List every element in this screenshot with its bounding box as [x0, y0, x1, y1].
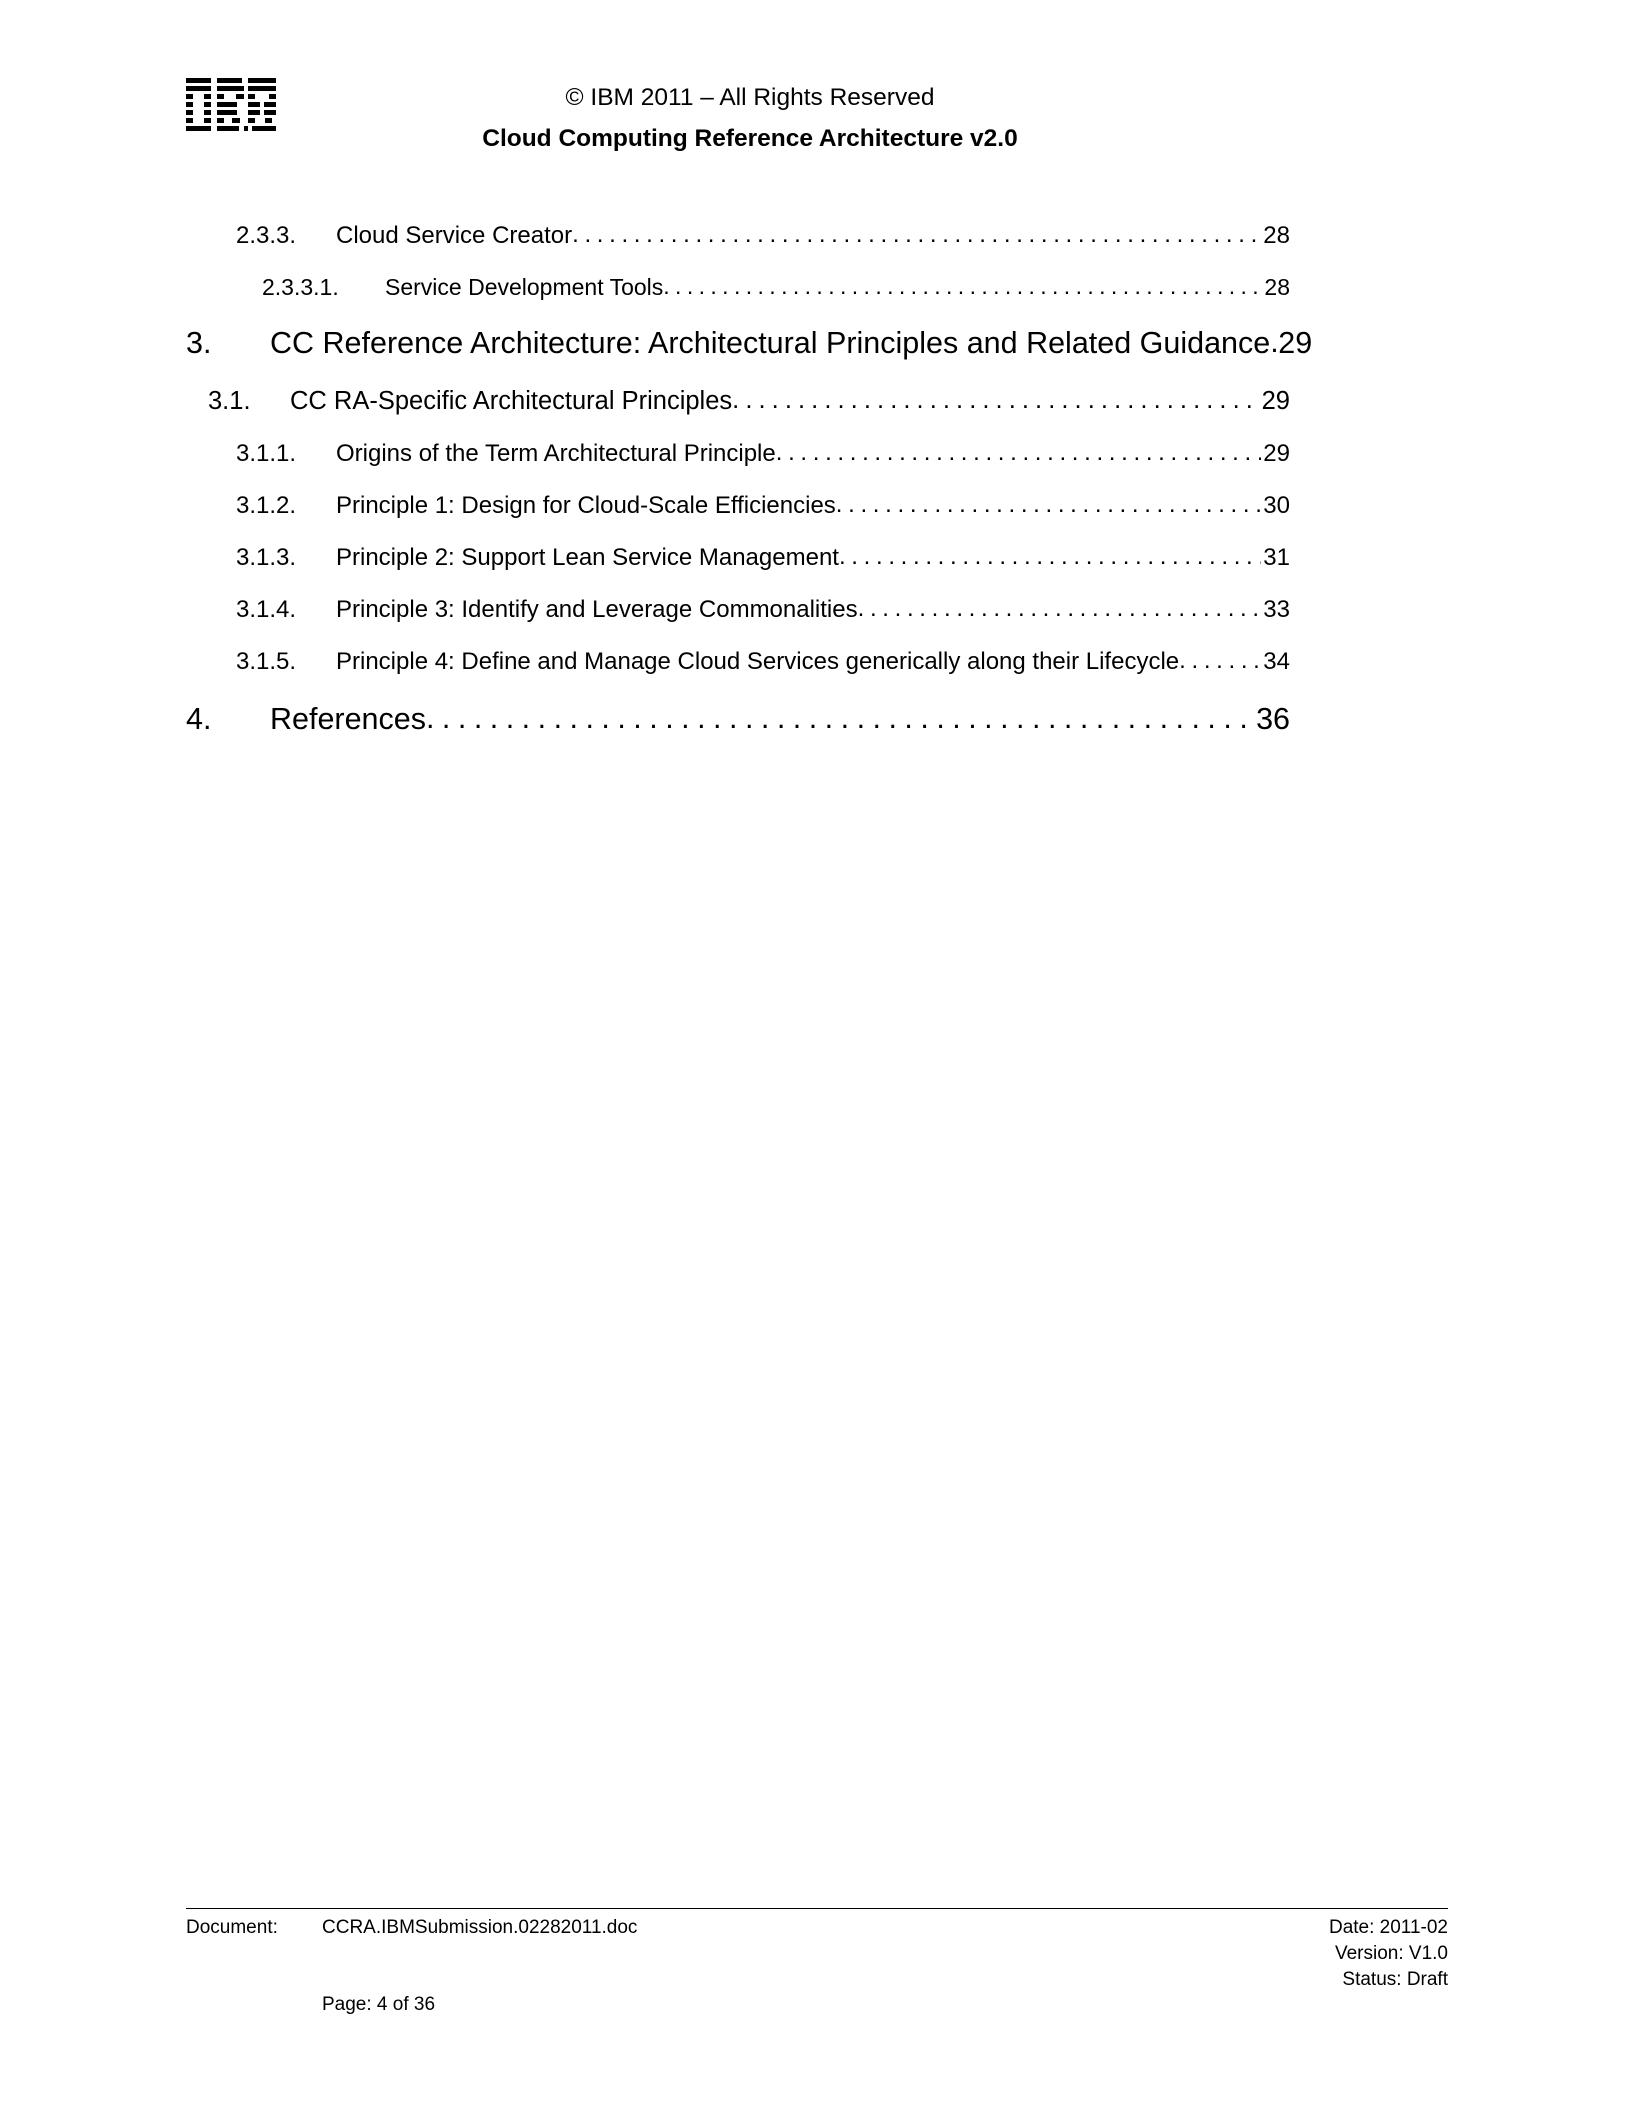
- toc-entry[interactable]: [0, 210, 1290, 262]
- toc-entry-page: 34: [1263, 648, 1290, 675]
- toc-entry-page: 36: [1256, 702, 1290, 736]
- toc-entry-number: 2.3.3.1.: [262, 274, 339, 300]
- toc-entry[interactable]: [0, 584, 1290, 636]
- toc-entry-number: 3.1.: [208, 387, 251, 415]
- header-text-block: [330, 82, 1170, 154]
- toc-entry-title: Principle 1: Design for Cloud-Scale Efficiencies: [336, 492, 836, 519]
- toc-entry-page: 29: [1263, 440, 1290, 467]
- toc-dot-leader: [426, 687, 1254, 749]
- toc-entry-number: 4.: [186, 702, 212, 736]
- toc-dot-leader: [776, 427, 1262, 479]
- toc-entry[interactable]: [0, 688, 1290, 750]
- toc-entry-title: References: [270, 702, 426, 736]
- footer-document-info: [186, 1915, 637, 1941]
- toc-entry-title: Principle 3: Identify and Leverage Commonalities: [336, 596, 858, 623]
- toc-entry-page: 29: [1261, 387, 1290, 415]
- copyright-notice: © IBM 2011 – All Rights Reserved: [565, 84, 935, 111]
- toc-entry-title: Service Development Tools: [385, 274, 664, 300]
- page-footer: [186, 1908, 1448, 2015]
- footer-document-label: Document:: [186, 1917, 278, 1938]
- toc-entry-number: 2.3.3.: [236, 222, 297, 249]
- footer-status: Status: Draft: [1342, 1969, 1448, 1990]
- toc-entry-number: 3.1.4.: [236, 596, 297, 623]
- toc-entry[interactable]: [0, 428, 1290, 480]
- toc-entry-page: 28: [1263, 222, 1290, 249]
- toc-entry-title: CC Reference Architecture: Architectural Principles and Related Guidance: [270, 326, 1271, 360]
- toc-entry-title: CC RA-Specific Architectural Principles: [290, 387, 733, 415]
- footer-date: Date: 2011-02: [1328, 1917, 1448, 1938]
- toc-entry-title: Cloud Service Creator: [336, 222, 573, 249]
- toc-entry-title: Origins of the Term Architectural Principle: [336, 440, 776, 467]
- toc-dot-leader: [732, 373, 1259, 427]
- footer-divider: [186, 1908, 1448, 1909]
- toc-entry-number: 3.: [186, 326, 212, 360]
- table-of-contents: [0, 210, 1632, 750]
- document-title: Cloud Computing Reference Architecture v2.0: [482, 125, 1018, 152]
- toc-entry-page: 31: [1263, 544, 1290, 571]
- footer-version: Version: V1.0: [1334, 1943, 1448, 1964]
- toc-entry[interactable]: [0, 374, 1290, 428]
- toc-entry-number: 3.1.2.: [236, 492, 297, 519]
- toc-entry-page: 29: [1278, 326, 1313, 360]
- toc-entry-number: 3.1.1.: [236, 440, 297, 467]
- toc-dot-leader: [1270, 311, 1276, 373]
- toc-dot-leader: [1179, 635, 1261, 687]
- toc-entry-title: Principle 4: Define and Manage Cloud Services generically along their Lifecycle: [336, 648, 1180, 675]
- toc-entry-page: 28: [1264, 274, 1290, 300]
- toc-entry-page: 33: [1263, 596, 1290, 623]
- toc-dot-leader: [572, 209, 1261, 261]
- toc-entry-number: 3.1.3.: [236, 544, 297, 571]
- toc-dot-leader: [858, 583, 1262, 635]
- toc-entry[interactable]: [0, 532, 1290, 584]
- toc-entry-title: Principle 2: Support Lean Service Management: [336, 544, 839, 571]
- ibm-logo: [186, 78, 276, 136]
- toc-entry-page: 30: [1263, 492, 1290, 519]
- toc-entry-number: 3.1.5.: [236, 648, 297, 675]
- toc-dot-leader: [839, 531, 1261, 583]
- toc-entry[interactable]: [0, 262, 1290, 312]
- toc-entry[interactable]: [0, 480, 1290, 532]
- footer-content: [186, 1915, 1448, 1993]
- toc-entry[interactable]: [0, 636, 1290, 688]
- toc-dot-leader: [663, 261, 1262, 311]
- footer-page-number: Page: 4 of 36: [322, 1994, 436, 2015]
- toc-dot-leader: [836, 479, 1262, 531]
- toc-entry[interactable]: [0, 312, 1313, 374]
- page-header: [0, 0, 1632, 175]
- footer-document-filename: CCRA.IBMSubmission.02282011.doc: [322, 1917, 638, 1938]
